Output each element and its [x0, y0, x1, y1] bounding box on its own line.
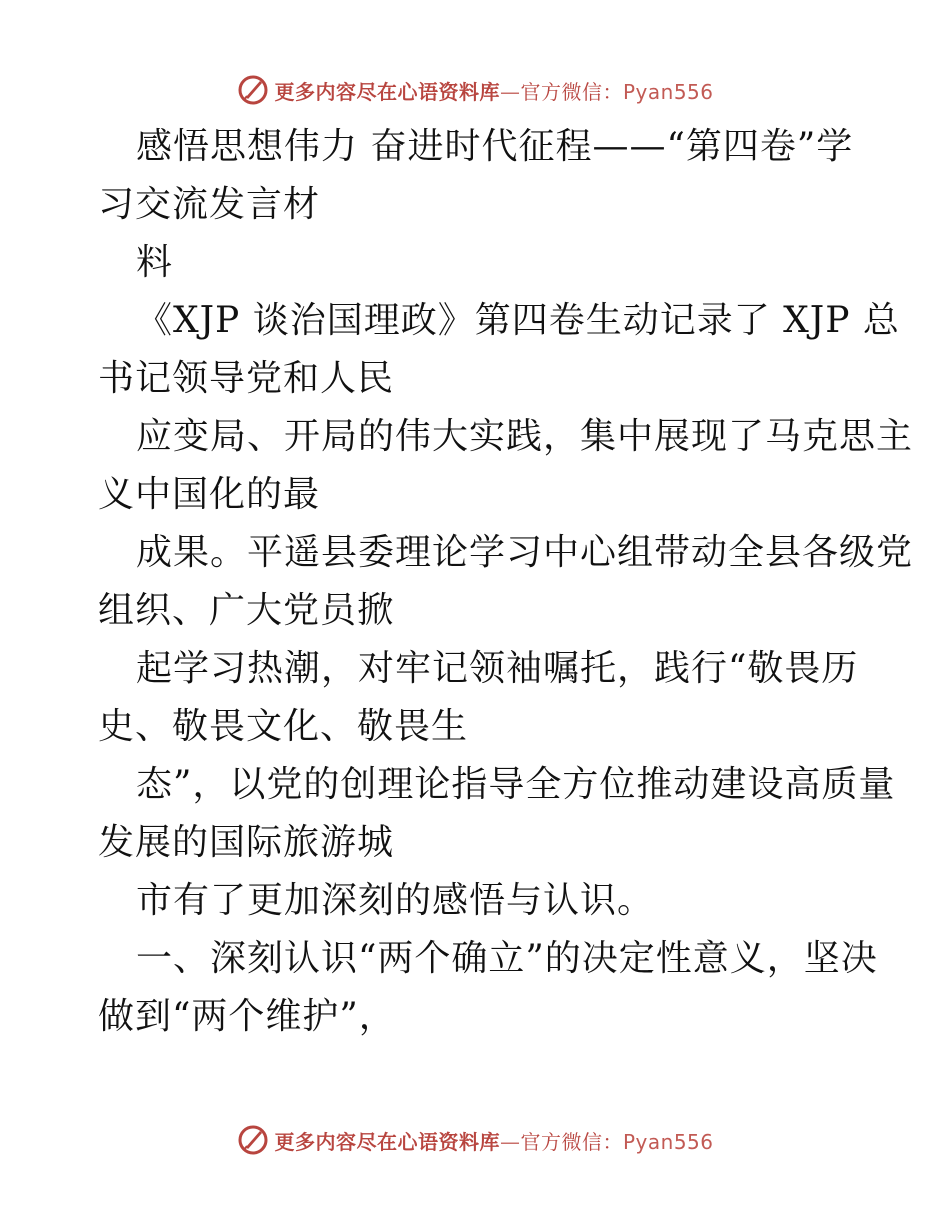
- text-line: 义中国化的最: [98, 474, 321, 515]
- header-watermark: [0, 70, 950, 110]
- watermark-text: [274, 76, 713, 105]
- watermark-id: Pyan556: [622, 79, 714, 104]
- text-line: 习交流发言材: [98, 184, 321, 225]
- watermark-dash: —: [499, 1129, 521, 1154]
- text-line: 起学习热潮，对牢记领袖嘱托，践行“敬畏历: [136, 648, 859, 689]
- watermark-contact: 官方微信：: [520, 79, 623, 104]
- text-line: 史、敬畏文化、敬畏生: [98, 706, 469, 747]
- watermark-contact: 官方微信：: [520, 1129, 623, 1154]
- text-line: 《XJP 谈治国理政》第四卷生动记录了 XJP 总: [136, 300, 900, 341]
- text-line: 感悟思想伟力 奋进时代征程——“第四卷”学: [136, 126, 854, 167]
- quill-in-circle-logo-icon: [236, 73, 270, 107]
- footer-watermark: [0, 1120, 950, 1160]
- text-line: 发展的国际旅游城: [98, 822, 395, 863]
- text-line: 市有了更加深刻的感悟与认识。: [136, 880, 655, 921]
- watermark-dash: —: [499, 79, 521, 104]
- watermark-brand: 更多内容尽在心语资料库: [274, 1129, 500, 1154]
- text-line: 书记领导党和人民: [98, 358, 395, 399]
- text-line: 成果。平遥县委理论学习中心组带动全县各级党: [136, 532, 914, 573]
- watermark-brand: 更多内容尽在心语资料库: [274, 79, 500, 104]
- text-line: 组织、广大党员掀: [98, 590, 395, 631]
- text-line: 料: [136, 242, 174, 283]
- text-line: 应变局、开局的伟大实践，集中展现了马克思主: [136, 416, 914, 457]
- text-line: 一、深刻认识“两个确立”的决定性意义，坚决: [136, 938, 878, 979]
- watermark-text: [274, 1126, 713, 1155]
- text-line: 做到“两个维护”，: [98, 996, 396, 1037]
- quill-in-circle-logo-icon: [236, 1123, 270, 1157]
- watermark-id: Pyan556: [622, 1129, 714, 1154]
- document-body: [98, 118, 914, 1046]
- text-line: 态”，以党的创理论指导全方位推动建设高质量: [136, 764, 896, 805]
